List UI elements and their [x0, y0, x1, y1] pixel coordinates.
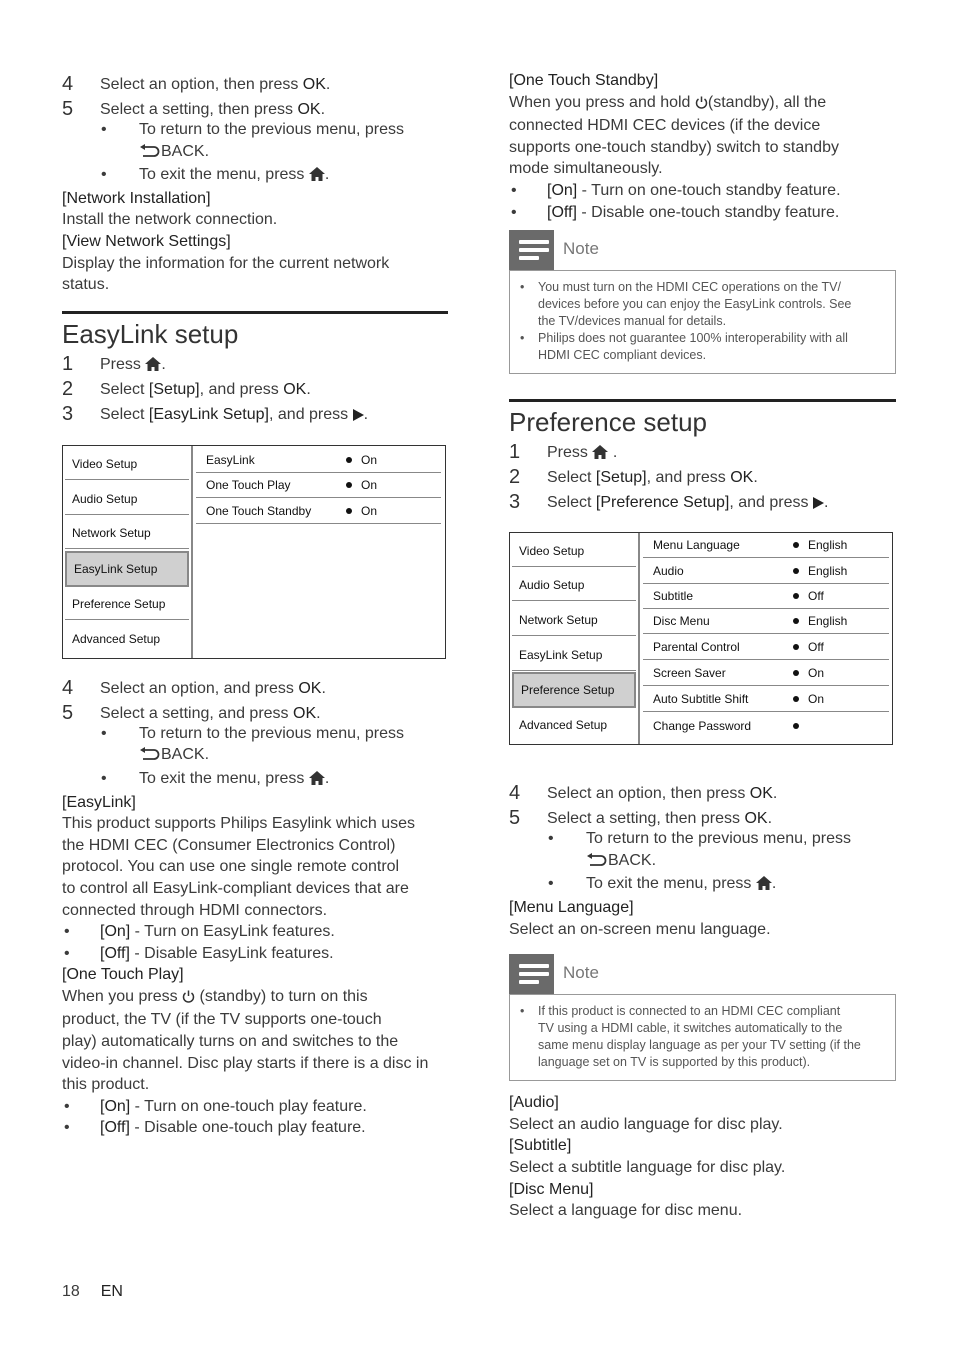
- bullet-text: To exit the menu, press: [139, 769, 305, 787]
- step-text-end: .: [325, 76, 331, 93]
- step-text-mid: , and press: [199, 380, 284, 398]
- step-text: Press: [100, 355, 141, 373]
- step-number: 3: [62, 402, 74, 425]
- menu-item-video-setup[interactable]: Video Setup: [512, 535, 636, 567]
- menu-row-screen-saver[interactable]: [643, 661, 889, 686]
- option-key: [On]: [100, 923, 131, 941]
- one-touch-standby-on-option: • [On] - Turn on one-touch standby feature.: [511, 181, 841, 199]
- one-touch-play-desc-2: product, the TV (if the TV supports one-touch: [62, 1011, 382, 1029]
- page-footer: [62, 1281, 123, 1303]
- network-installation-desc: Install the network connection.: [62, 211, 278, 229]
- row-name: Parental Control: [653, 640, 740, 655]
- preference-step-1: [509, 440, 896, 465]
- row-name: Subtitle: [653, 589, 694, 604]
- back-icon: [586, 852, 608, 874]
- one-touch-standby-desc-3: supports one-touch standby) switch to standby: [509, 138, 839, 156]
- option-key: [Off]: [100, 944, 130, 962]
- row-name: One Touch Standby: [206, 503, 312, 518]
- menu-row-easylink[interactable]: [196, 448, 441, 473]
- step-text: Select an option, and press: [100, 679, 299, 697]
- ok-key: OK: [302, 76, 326, 93]
- one-touch-standby-off-option: • [Off] - Disable one-touch standby feature.: [511, 203, 840, 221]
- row-value: On: [346, 473, 377, 497]
- audio-desc: Select an audio language for disc play.: [509, 1115, 783, 1133]
- easylink-step-1: 1 Press .: [62, 352, 448, 377]
- bullet-text: To return to the previous menu, press: [586, 830, 852, 848]
- bullet-exit: • To exit the menu, press .: [62, 164, 448, 188]
- row-name: Disc Menu: [653, 614, 710, 629]
- row-name: Audio: [653, 564, 684, 579]
- easylink-on-option: • [On] - Turn on EasyLink features.: [64, 923, 335, 941]
- home-icon: [309, 166, 325, 188]
- easylink-desc-1: This product supports Philips Easylink which uses: [62, 815, 416, 833]
- easylink-desc-5: connected through HDMI connectors.: [62, 901, 328, 919]
- step-text: Select: [547, 469, 596, 487]
- step-text-end: .: [306, 380, 311, 398]
- ok-key: OK: [730, 469, 754, 487]
- step-text-end: .: [316, 704, 321, 722]
- menu-row-audio[interactable]: [643, 559, 889, 584]
- note-label: Note: [563, 239, 599, 259]
- menu-language-heading: [Menu Language]: [509, 898, 634, 916]
- one-touch-play-desc-3: play) automatically turns on and switches to the: [62, 1033, 399, 1051]
- menu-row-one-touch-play[interactable]: [196, 473, 441, 498]
- option-key: [Off]: [100, 1119, 130, 1137]
- menu-language-desc: Select an on-screen menu language.: [509, 920, 771, 938]
- option-text: - Disable one-touch play feature.: [129, 1119, 366, 1137]
- section-title: EasyLink setup: [62, 318, 239, 349]
- right-column: [509, 70, 896, 1222]
- ok-key: OK: [293, 704, 317, 722]
- menu-item-easylink-setup[interactable]: EasyLink Setup: [65, 551, 189, 587]
- row-name: EasyLink: [206, 452, 255, 467]
- ok-key: OK: [749, 785, 773, 803]
- one-touch-play-desc-1: [62, 986, 448, 1010]
- option-text: - Turn on EasyLink features.: [130, 923, 335, 941]
- note-label: Note: [563, 963, 599, 983]
- menu-item-preference-setup[interactable]: Preference Setup: [512, 672, 636, 708]
- step-text: Select a setting, then press: [100, 101, 298, 118]
- ok-key: OK: [298, 679, 322, 697]
- language-code: EN: [100, 1283, 123, 1300]
- row-value: English: [793, 559, 847, 583]
- desc-text: (standby) to turn on this: [195, 987, 368, 1005]
- menu-item-network-setup[interactable]: Network Setup: [65, 517, 189, 549]
- menu-item-audio-setup[interactable]: Audio Setup: [512, 569, 636, 601]
- note-icon: [509, 954, 554, 994]
- step-4: [62, 72, 448, 97]
- step-text: Select: [100, 380, 149, 398]
- step-text-end: .: [772, 785, 778, 803]
- one-touch-standby-desc-4: mode simultaneously.: [509, 160, 663, 178]
- preference-step-2: [509, 465, 896, 490]
- menu-row-menu-language[interactable]: [643, 533, 889, 558]
- easylink-heading: [EasyLink]: [62, 793, 136, 811]
- option-key: [On]: [547, 181, 578, 199]
- bullet-text: To return to the previous menu, press: [139, 121, 405, 138]
- step-number: 3: [509, 491, 521, 514]
- home-icon: [145, 354, 161, 379]
- desc-text: When you press and hold: [509, 93, 691, 111]
- menu-row-one-touch-standby[interactable]: [196, 499, 441, 524]
- left-column: [62, 72, 448, 1139]
- menu-item-easylink-setup[interactable]: EasyLink Setup: [512, 639, 636, 671]
- step-text: Select: [100, 405, 149, 423]
- step-text: Select an option, then press: [100, 76, 303, 93]
- row-value: On: [346, 448, 377, 472]
- easylink-setup-menu: [62, 445, 446, 659]
- bullet-text: To exit the menu, press: [586, 875, 752, 893]
- preference-step-4: [509, 781, 896, 806]
- menu-item-advanced-setup[interactable]: Advanced Setup: [519, 718, 608, 733]
- back-icon: [139, 746, 161, 768]
- step-number: 1: [62, 352, 74, 375]
- one-touch-standby-desc-1: [509, 92, 896, 116]
- home-icon: [309, 770, 325, 792]
- step-text-end: .: [767, 810, 773, 828]
- step-number: 4: [62, 73, 74, 95]
- row-value: On: [793, 661, 824, 685]
- one-touch-play-on-option: • [On] - Turn on one-touch play feature.: [64, 1097, 367, 1115]
- back-icon: [139, 143, 161, 165]
- ok-key: OK: [744, 810, 768, 828]
- bullet-return: • To return to the previous menu, press BACK.: [62, 723, 448, 768]
- ok-key: OK: [297, 101, 321, 118]
- easylink-desc-2: the HDMI CEC (Consumer Electronics Control): [62, 836, 396, 854]
- easylink-step-3: [62, 402, 448, 427]
- step-text-end: .: [823, 494, 829, 512]
- menu-item-audio-setup[interactable]: Audio Setup: [65, 483, 189, 515]
- easylink-section: [62, 311, 448, 352]
- step-number: 2: [62, 377, 74, 400]
- menu-row-subtitle[interactable]: [643, 584, 889, 609]
- row-value: On: [793, 687, 824, 711]
- preference-section: [509, 399, 896, 440]
- subtitle-desc: Select a subtitle language for disc play.: [509, 1158, 786, 1176]
- step-number: 4: [62, 676, 74, 699]
- bullet-return: • To return to the previous menu, press BACK.: [509, 828, 896, 873]
- option-key: [Off]: [547, 203, 577, 221]
- note-box-1: [509, 230, 896, 374]
- easylink-desc-3: protocol. You can use one single remote control: [62, 858, 400, 876]
- view-network-settings-desc-2: status.: [62, 276, 110, 294]
- step-text-end: .: [320, 101, 326, 118]
- back-label: BACK.: [161, 746, 210, 764]
- option-text: - Turn on one-touch play feature.: [130, 1097, 367, 1115]
- easylink-off-option: • [Off] - Disable EasyLink features.: [64, 944, 334, 962]
- step-text-mid: , and press: [729, 494, 813, 512]
- menu-row-parental-control[interactable]: [643, 635, 889, 660]
- step-number: 5: [509, 807, 521, 830]
- right-arrow-icon: [353, 404, 364, 429]
- row-value: Off: [793, 584, 824, 608]
- step-text: Select a setting, and press: [100, 704, 293, 722]
- view-network-settings-heading: [View Network Settings]: [62, 232, 231, 250]
- network-installation-heading: [Network Installation]: [62, 189, 211, 207]
- row-name: Change Password: [653, 719, 752, 734]
- back-label: BACK.: [608, 851, 657, 869]
- ok-key: OK: [283, 380, 307, 398]
- row-value: On: [346, 499, 377, 523]
- note-bullet-2: • Philips does not guarantee 100% interoperability with all HDMI CEC compliant devices.: [520, 331, 848, 363]
- disc-menu-desc: Select a language for disc menu.: [509, 1202, 743, 1220]
- section-title: Preference setup: [509, 407, 708, 438]
- step-text: Press: [547, 444, 588, 462]
- step-text: Select: [547, 494, 596, 512]
- bullet-exit: • To exit the menu, press .: [62, 768, 448, 792]
- option-key: [On]: [100, 1097, 131, 1115]
- note-icon: [509, 230, 554, 270]
- easylink-desc-4: to control all EasyLink-compliant devices that are: [62, 879, 409, 897]
- desc-text: When you press: [62, 987, 178, 1005]
- row-name: Menu Language: [653, 538, 740, 553]
- step-text: Select a setting, then press: [547, 810, 745, 828]
- note-bullet-1: • You must turn on the HDMI CEC operations on the TV/ devices before you can enjoy the EasyLink controls. See the TV/devices manual for details.: [520, 280, 852, 329]
- easylink-step-2: [62, 377, 448, 402]
- row-name: Screen Saver: [653, 666, 726, 681]
- row-value: English: [793, 609, 847, 633]
- menu-row-disc-menu[interactable]: [643, 609, 889, 634]
- bullet-text: To return to the previous menu, press: [139, 724, 405, 742]
- row-name: One Touch Play: [206, 477, 291, 492]
- bullet-text: To exit the menu, press: [139, 166, 305, 184]
- step-text-end: .: [753, 469, 758, 487]
- one-touch-play-desc-4: video-in channel. Disc play starts if there is a disc in: [62, 1054, 429, 1072]
- option-text: - Disable one-touch standby feature.: [576, 203, 840, 221]
- home-icon: [592, 442, 608, 467]
- note-box-2: [509, 954, 896, 1081]
- subtitle-heading: [Subtitle]: [509, 1137, 572, 1155]
- one-touch-standby-desc-2: connected HDMI CEC devices (if the device: [509, 117, 821, 135]
- step-text-end: .: [363, 405, 369, 423]
- step-text: Select an option, then press: [547, 785, 750, 803]
- menu-item-advanced-setup[interactable]: Advanced Setup: [72, 631, 161, 646]
- menu-item-network-setup[interactable]: Network Setup: [512, 604, 636, 636]
- step-text-end: .: [321, 679, 326, 697]
- step-text-mid: , and press: [269, 405, 353, 423]
- one-touch-play-desc-5: this product.: [62, 1076, 150, 1094]
- menu-row-auto-subtitle-shift[interactable]: [643, 687, 889, 712]
- step-number: 5: [62, 98, 74, 120]
- row-name: Auto Subtitle Shift: [653, 692, 749, 707]
- bullet-exit: • To exit the menu, press .: [509, 873, 896, 897]
- one-touch-play-off-option: • [Off] - Disable one-touch play feature.: [64, 1119, 366, 1137]
- menu-item-preference-setup[interactable]: Preference Setup: [65, 588, 189, 620]
- step-number: 1: [509, 441, 521, 464]
- preference-setup-key: [Preference Setup]: [595, 494, 730, 512]
- step-number: 2: [509, 466, 521, 489]
- one-touch-standby-heading: [One Touch Standby]: [509, 72, 659, 89]
- setup-key: [Setup]: [148, 380, 200, 398]
- easylink-setup-key: [EasyLink Setup]: [148, 405, 269, 423]
- row-value: Off: [793, 635, 824, 659]
- option-text: - Disable EasyLink features.: [129, 944, 334, 962]
- page-number: 18: [62, 1283, 80, 1300]
- disc-menu-heading: [Disc Menu]: [509, 1180, 594, 1198]
- step-number: 4: [509, 782, 521, 805]
- menu-row-change-password[interactable]: [643, 714, 889, 739]
- home-icon: [756, 875, 772, 897]
- one-touch-play-heading: [One Touch Play]: [62, 966, 184, 984]
- preference-step-3: [509, 490, 896, 515]
- standby-icon: [182, 988, 195, 1010]
- row-value: [793, 714, 808, 738]
- menu-item-video-setup[interactable]: Video Setup: [65, 448, 189, 480]
- step-number: 5: [62, 701, 74, 724]
- desc-text: (standby), all the: [707, 93, 827, 111]
- preference-setup-menu: [509, 532, 893, 745]
- bullet-return: • To return to the previous menu, press BACK.: [62, 119, 448, 164]
- right-arrow-icon: [813, 492, 824, 517]
- audio-heading: [Audio]: [509, 1094, 559, 1112]
- view-network-settings-desc-1: Display the information for the current network: [62, 254, 390, 272]
- easylink-step-4: [62, 676, 448, 701]
- setup-key: [Setup]: [595, 469, 647, 487]
- row-value: English: [793, 533, 847, 557]
- step-text-mid: , and press: [646, 469, 731, 487]
- standby-icon: [695, 94, 708, 116]
- step-text-end: .: [612, 444, 618, 462]
- note-bullet-1: • If this product is connected to an HDMI CEC compliant TV using a HDMI cable, it switches automatically to the same menu display language as per your TV setting (if the language set on TV is supported by this product).: [520, 1004, 861, 1070]
- option-text: - Turn on one-touch standby feature.: [577, 181, 841, 199]
- back-label: BACK.: [161, 142, 210, 160]
